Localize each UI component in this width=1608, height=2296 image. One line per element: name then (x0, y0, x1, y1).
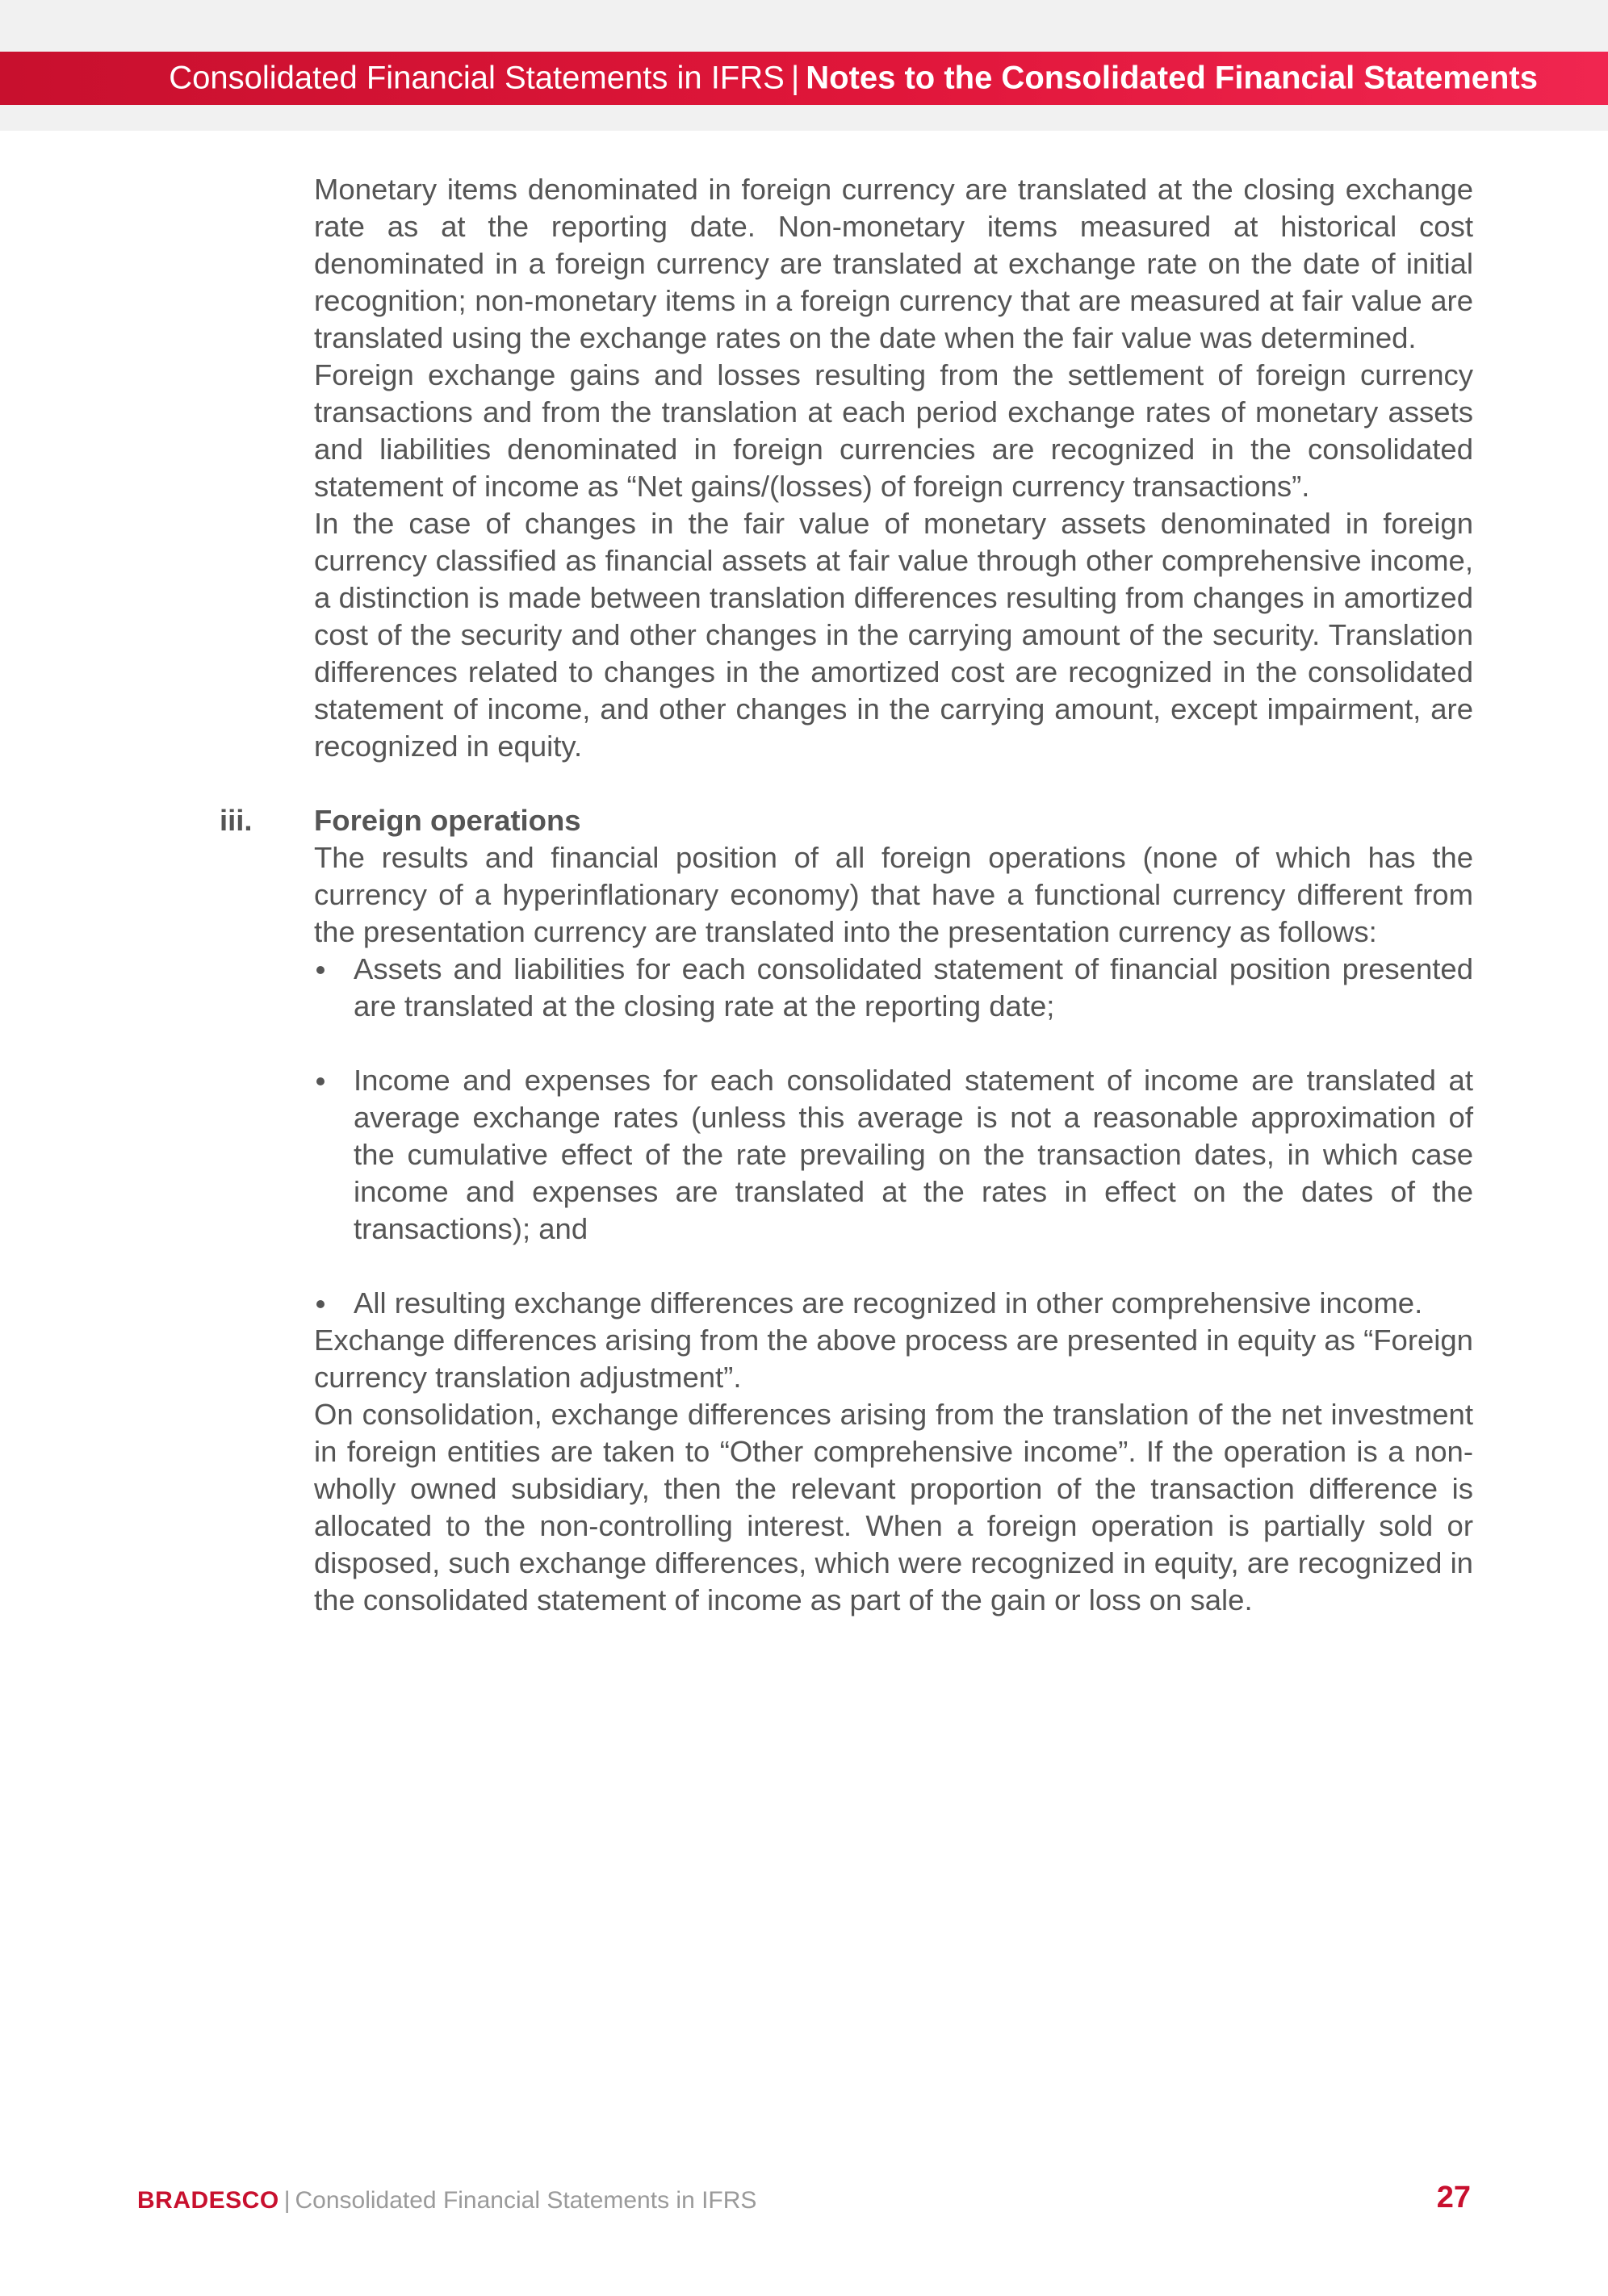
section-title: Foreign operations (314, 804, 581, 837)
header-document-title: Consolidated Financial Statements in IFRS (169, 60, 785, 96)
paragraph-fair-value-changes: In the case of changes in the fair value of monetary assets denominated in foreign currency classified as financial assets at fair value through other comprehensive income, a distinction is made between translation differences resulting from changes in amortized cost of the security and other changes in the carrying amount of the security. Translation differences related to changes in the amortized cost are recognized in the consolidated statement of income, and other changes in the carrying amount, except impairment, are recognized in equity. (314, 507, 1473, 763)
list-item-text: All resulting exchange differences are recognized in other comprehensive income. (354, 1286, 1423, 1319)
running-header-text (169, 61, 1538, 97)
list-item-text: Assets and liabilities for each consolidated statement of financial position presented are translated at the closing rate at the reporting date; (354, 952, 1473, 1023)
list-item (314, 1285, 1473, 1322)
list-item (314, 951, 1473, 1025)
paragraph-consolidation: On consolidation, exchange differences arising from the translation of the net investment in foreign entities are taken to “Other comprehensive income”. If the operation is a non-wholly owned subsidiary, then the relevant proportion of the transaction difference is allocated to the non-controlling interest. When a foreign operation is partially sold or disposed, such exchange differences, which were recognized in equity, are recognized in the consolidated statement of income as part of the gain or loss on sale. (314, 1398, 1473, 1616)
bullet-icon (316, 966, 325, 974)
page-number: 27 (1436, 2181, 1471, 2214)
bullet-list (314, 951, 1473, 1322)
list-item (314, 1062, 1473, 1248)
footer-brand: BRADESCO (137, 2187, 279, 2214)
page-footer (137, 2187, 756, 2214)
list-item-text: Income and expenses for each consolidated statement of income are translated at average exchange rates (unless this average is not a reasonable approximation of the cumulative effect of the rate prevailing on the transaction dates, in which case income and expenses are translated at the rates in effect on the dates of the transactions); and (354, 1064, 1473, 1245)
header-separator: | (790, 60, 800, 96)
page-body (220, 171, 1473, 1619)
header-section-title: Notes to the Consolidated Financial Statements (806, 60, 1538, 96)
footer-document-title: Consolidated Financial Statements in IFRS (295, 2187, 757, 2214)
running-header (0, 52, 1608, 105)
section-heading (220, 802, 1473, 839)
paragraph-foreign-operations-intro: The results and financial position of all foreign operations (none of which has the currency of a hyperinflationary economy) that have a functional currency different from the presentation currency are translated into the presentation currency as follows: (314, 841, 1473, 948)
paragraph-fx-gains-losses: Foreign exchange gains and losses resulting from the settlement of foreign currency transactions and from the translation at each period exchange rates of monetary assets and liabilities denominated in foreign currencies are recognized in the consolidated statement of income as “Net gains/(losses) of foreign currency transactions”. (314, 358, 1473, 503)
bullet-icon (316, 1300, 325, 1308)
section-number: iii. (220, 804, 253, 837)
paragraph-exchange-differences: Exchange differences arising from the above process are presented in equity as “Foreign currency translation adjustment”. (314, 1324, 1473, 1394)
paragraph-monetary-items: Monetary items denominated in foreign currency are translated at the closing exchange rate as at the reporting date. Non-monetary items measured at historical cost denominated in a foreign currency are translated at exchange rate on the date of initial recognition; non-monetary items in a foreign currency that are measured at fair value are translated using the exchange rates on the date when the fair value was determined. (314, 173, 1473, 354)
bullet-icon (316, 1077, 325, 1085)
footer-separator: | (283, 2187, 291, 2214)
